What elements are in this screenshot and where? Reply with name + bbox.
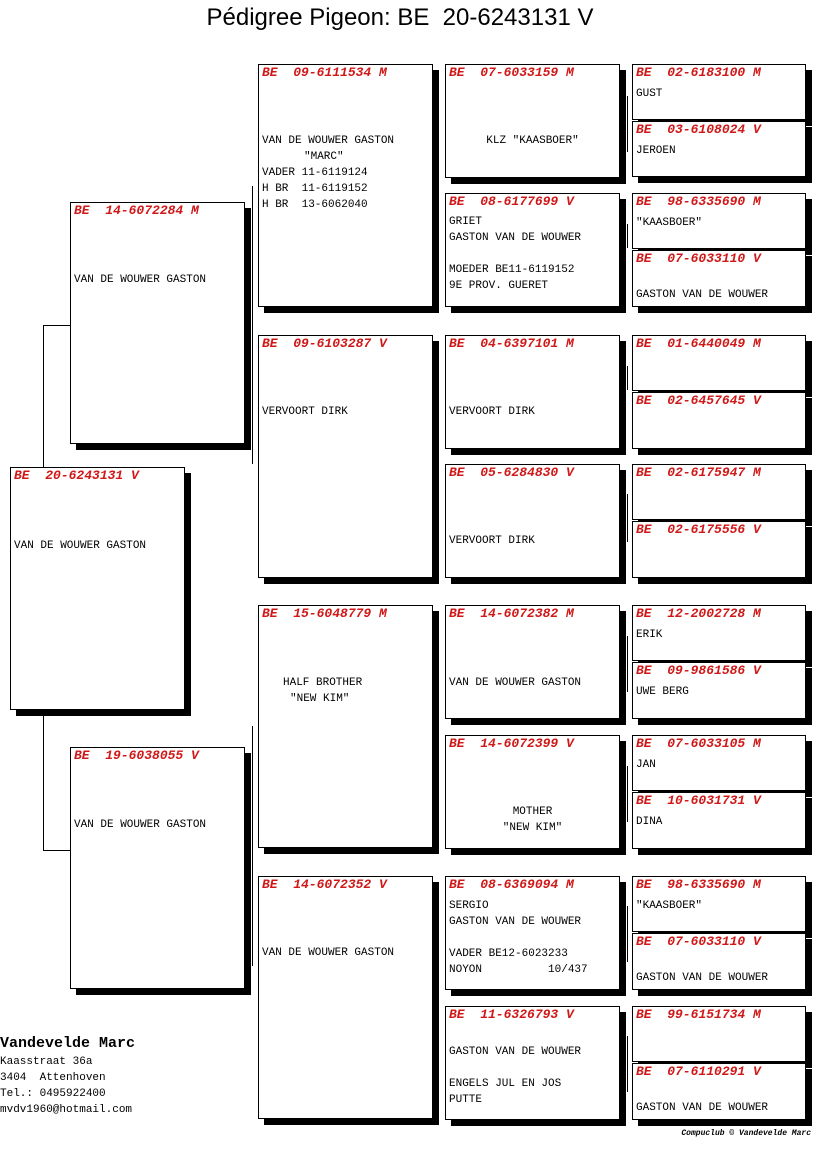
pigeon-card-sds[interactable]: [445, 335, 620, 449]
connector-line: [43, 709, 44, 850]
pigeon-card-dam-dam[interactable]: [258, 876, 433, 1119]
pigeon-info: GRIET: [449, 216, 483, 228]
page-title: Pédigree Pigeon: BE 20-6243131 V: [206, 4, 594, 31]
pigeon-card-sire-sire[interactable]: [258, 64, 433, 307]
pigeon-info: VAN DE WOUWER GASTON: [74, 819, 207, 831]
pigeon-card-dam-sire[interactable]: [258, 605, 433, 848]
connector-line: [438, 120, 439, 248]
ring-number: BE 07-6033105 M: [636, 736, 761, 751]
pigeon-info: ERIK: [636, 629, 663, 641]
connector-line: [438, 662, 439, 790]
owner-name: Vandevelde Marc: [0, 1035, 136, 1052]
ring-number: BE 02-6175947 M: [636, 465, 761, 480]
connector-line: [627, 906, 628, 962]
pigeon-info: UWE BERG: [636, 686, 689, 698]
pigeon-info: GASTON VAN DE WOUWER: [449, 1046, 582, 1058]
pigeon-info: GASTON VAN DE WOUWER: [636, 289, 769, 301]
connector-line: [627, 766, 628, 822]
pigeon-card-g13[interactable]: [632, 876, 806, 932]
pigeon-card-g12[interactable]: [632, 792, 806, 849]
pigeon-info: JAN: [636, 759, 656, 771]
pigeon-info: "NEW KIM": [502, 822, 563, 834]
ring-number: BE 02-6183100 M: [636, 65, 761, 80]
pigeon-info: "NEW KIM": [290, 693, 350, 705]
ring-number: BE 14-6072352 V: [262, 877, 387, 892]
pigeon-card-g1[interactable]: [632, 64, 806, 120]
pigeon-card-g9[interactable]: [632, 605, 806, 661]
connector-line: [438, 390, 439, 518]
pigeon-info: "KAASBOER": [636, 900, 703, 912]
ring-number: BE 99-6151734 M: [636, 1007, 761, 1022]
pigeon-card-sdd[interactable]: [445, 464, 620, 578]
pigeon-info: H BR 13-6062040: [262, 199, 368, 211]
pigeon-info: "KAASBOER": [636, 217, 703, 229]
pigeon-info: KLZ "KAASBOER": [486, 135, 579, 147]
pigeon-info: VERVOORT DIRK: [449, 535, 535, 547]
owner-city: 3404 Attenhoven: [0, 1072, 106, 1084]
footer-credit: Compuclub © Vandevelde Marc: [681, 1129, 811, 1138]
connector-line: [627, 494, 628, 542]
pigeon-info: H BR 11-6119152: [262, 183, 368, 195]
pigeon-info: VAN DE WOUWER GASTON: [14, 540, 147, 552]
ring-number: BE 09-6103287 V: [262, 336, 387, 351]
pigeon-info: VAN DE WOUWER GASTON: [262, 135, 395, 147]
pigeon-card-g3[interactable]: [632, 193, 806, 249]
ring-number: BE 15-6048779 M: [262, 606, 387, 621]
ring-number: BE 05-6284830 V: [449, 465, 574, 480]
connector-line: [252, 186, 253, 464]
pigeon-info: ENGELS JUL EN JOS: [449, 1078, 562, 1090]
pigeon-info: GASTON VAN DE WOUWER: [449, 916, 582, 928]
ring-number: BE 09-9861586 V: [636, 663, 761, 678]
ring-number: BE 07-6033159 M: [449, 65, 574, 80]
pigeon-info: GASTON VAN DE WOUWER: [449, 232, 582, 244]
owner-phone: Tel.: 0495922400: [0, 1088, 106, 1100]
pigeon-card-dsd[interactable]: [445, 735, 620, 849]
ring-number: BE 01-6440049 M: [636, 336, 761, 351]
pigeon-card-ddd[interactable]: [445, 1006, 620, 1120]
pigeon-card-g6[interactable]: [632, 392, 806, 449]
pigeon-card-dss[interactable]: [445, 605, 620, 719]
connector-line: [252, 726, 253, 966]
pigeon-card-g11[interactable]: [632, 735, 806, 791]
owner-contact: [0, 1034, 135, 1118]
connector-line: [43, 325, 70, 326]
pigeon-info: VAN DE WOUWER GASTON: [74, 274, 207, 286]
pigeon-card-dds[interactable]: [445, 876, 620, 990]
pigeon-info: DINA: [636, 816, 663, 828]
pigeon-card-g4[interactable]: [632, 250, 806, 307]
pigeon-info: PUTTE: [449, 1094, 483, 1106]
pigeon-card-g8[interactable]: [632, 521, 806, 578]
pigeon-card-g5[interactable]: [632, 335, 806, 391]
ring-number: BE 04-6397101 M: [449, 336, 574, 351]
pigeon-info: NOYON 10/437: [449, 964, 588, 976]
ring-number: BE 14-6072382 M: [449, 606, 574, 621]
ring-number: BE 14-6072399 V: [449, 736, 574, 751]
pigeon-info: GASTON VAN DE WOUWER: [636, 1102, 769, 1114]
pigeon-card-ssd[interactable]: [445, 193, 620, 307]
pigeon-card-g10[interactable]: [632, 662, 806, 719]
owner-street: Kaasstraat 36a: [0, 1056, 93, 1068]
ring-number: BE 03-6108024 V: [636, 122, 761, 137]
connector-line: [438, 932, 439, 1060]
pigeon-info: VADER 11-6119124: [262, 167, 368, 179]
pigeon-info: HALF BROTHER: [283, 677, 363, 689]
connector-line: [627, 224, 628, 248]
ring-number: BE 09-6111534 M: [262, 65, 387, 80]
pigeon-info: 9E PROV. GUERET: [449, 280, 549, 292]
connector-line: [627, 1036, 628, 1092]
pigeon-info: VAN DE WOUWER GASTON: [262, 947, 395, 959]
pigeon-card-sss[interactable]: [445, 64, 620, 178]
pigeon-card-sire-dam[interactable]: [258, 335, 433, 578]
pigeon-info: VERVOORT DIRK: [449, 406, 535, 418]
pigeon-info: MOTHER: [512, 806, 553, 818]
connector-line: [627, 96, 628, 152]
pigeon-info: "MARC": [304, 151, 344, 163]
pigeon-info: SERGIO: [449, 900, 489, 912]
ring-number: BE 12-2002728 M: [636, 606, 761, 621]
ring-number: BE 11-6326793 V: [449, 1007, 574, 1022]
pigeon-info: VADER BE12-6023233: [449, 948, 568, 960]
connector-line: [43, 325, 44, 469]
pigeon-info: JEROEN: [636, 145, 676, 157]
pigeon-card-g14[interactable]: [632, 933, 806, 990]
owner-email[interactable]: mvdv1960@hotmail.com: [0, 1104, 133, 1116]
ring-number: BE 07-6033110 V: [636, 934, 761, 949]
ring-number: BE 02-6457645 V: [636, 393, 761, 408]
pigeon-info: GASTON VAN DE WOUWER: [636, 972, 769, 984]
ring-number: BE 20-6243131 V: [14, 468, 139, 483]
ring-number: BE 19-6038055 V: [74, 748, 199, 763]
ring-number: BE 07-6110291 V: [636, 1064, 761, 1079]
connector-line: [627, 366, 628, 390]
pigeon-card-g16[interactable]: [632, 1063, 806, 1120]
pigeon-card-dam[interactable]: [70, 747, 245, 989]
pigeon-card-g15[interactable]: [632, 1006, 806, 1062]
ring-number: BE 14-6072284 M: [74, 203, 199, 218]
connector-line: [43, 850, 70, 851]
pigeon-info: VAN DE WOUWER GASTON: [449, 677, 582, 689]
pigeon-card-g2[interactable]: [632, 121, 806, 177]
pigeon-card-g7[interactable]: [632, 464, 806, 520]
ring-number: BE 07-6033110 V: [636, 251, 761, 266]
ring-number: BE 98-6335690 M: [636, 877, 761, 892]
connector-line: [627, 636, 628, 692]
ring-number: BE 02-6175556 V: [636, 522, 761, 537]
ring-number: BE 98-6335690 M: [636, 194, 761, 209]
ring-number: BE 08-6369094 M: [449, 877, 574, 892]
ring-number: BE 08-6177699 V: [449, 194, 574, 209]
pigeon-card-sire[interactable]: [70, 202, 245, 444]
pigeon-info: MOEDER BE11-6119152: [449, 264, 575, 276]
pigeon-card-subject[interactable]: [10, 467, 185, 710]
pigeon-info: GUST: [636, 88, 663, 100]
ring-number: BE 10-6031731 V: [636, 793, 761, 808]
pigeon-info: VERVOORT DIRK: [262, 406, 348, 418]
